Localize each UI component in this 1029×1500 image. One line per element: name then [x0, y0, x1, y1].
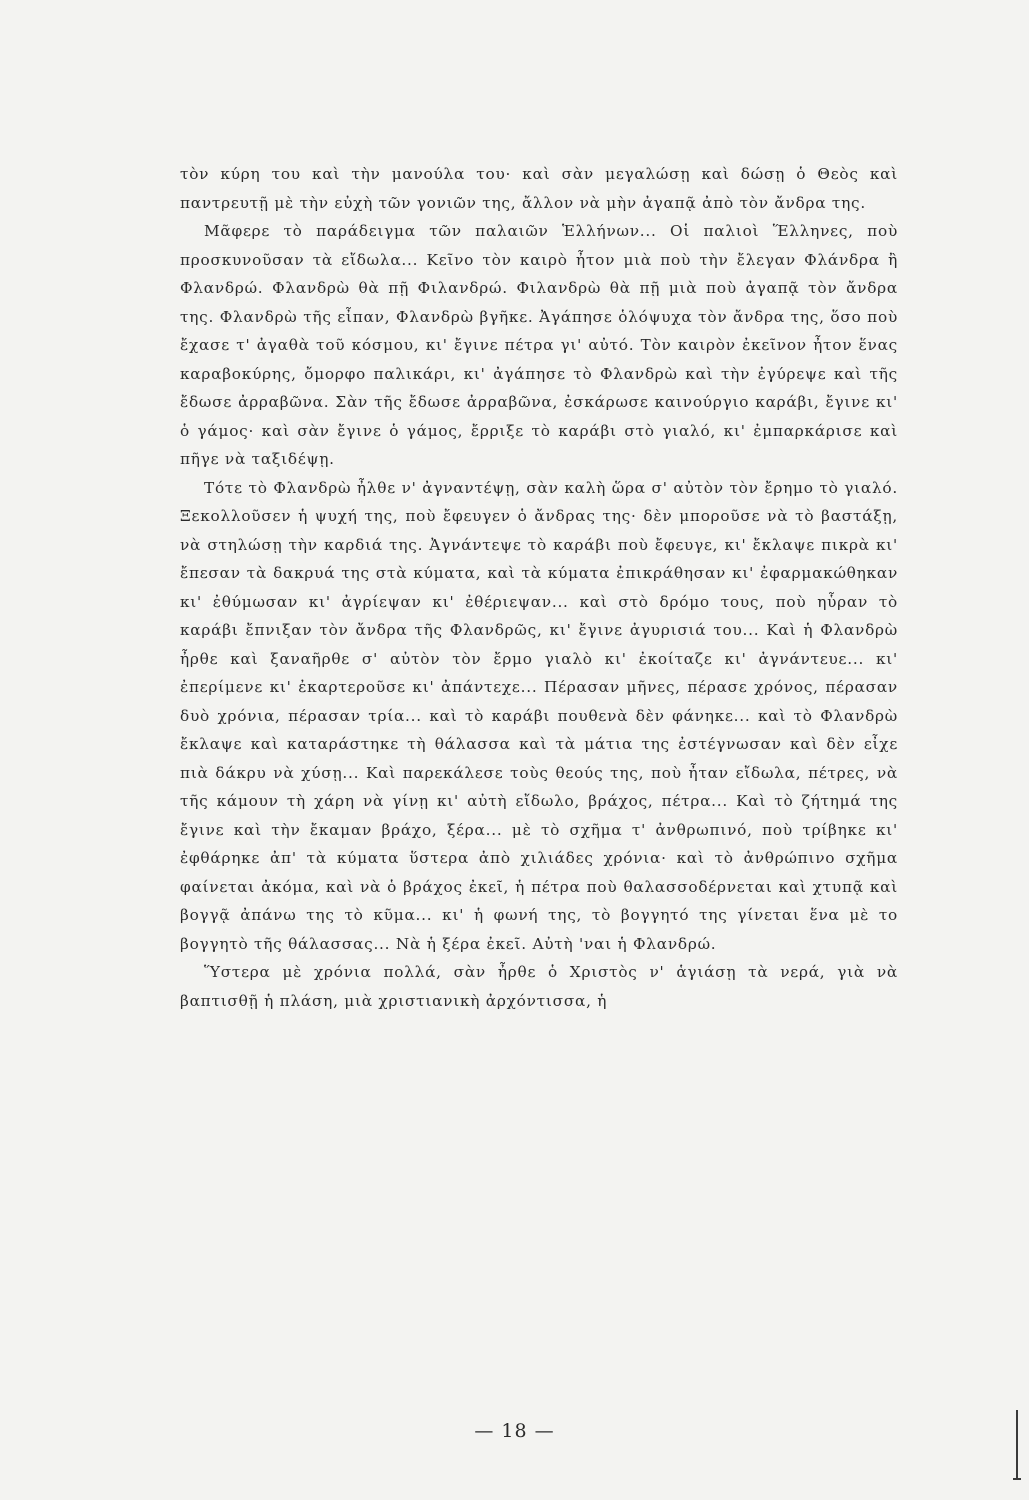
paragraph-4: Ὕστερα μὲ χρόνια πολλά, σὰν ἦρθε ὁ Χριστὸς ν' ἁγιάσῃ τὰ νερά, γιὰ νὰ βαπτισθῇ ἡ πλάση, μιὰ χριστιανικὴ ἀρχόντισσα, ἡ [180, 963, 898, 1010]
paragraph-1: τὸν κύρη του καὶ τὴν μανούλα του· καὶ σὰν μεγαλώσῃ καὶ δώσῃ ὁ Θεὸς καὶ παντρευτῇ μὲ τὴν εὐχὴ τῶν γονιῶν της, ἄλλον νὰ μὴν ἀγαπᾷ ἀπὸ τὸν ἄνδρα της. [180, 165, 898, 212]
page-number: — 18 — [474, 1420, 555, 1442]
paragraph-2: Μᾶφερε τὸ παράδειγμα τῶν παλαιῶν Ἑλλήνων... Οἱ παλιοὶ Ἕλληνες, ποὺ προσκυνοῦσαν τὰ εἴδωλα... Κεῖνο τὸν καιρὸ ἦτον μιὰ ποὺ τὴν ἔλεγαν Φλάνδρα ἢ Φλανδρώ. Φλανδρὼ θὰ πῇ Φιλανδρώ. Φιλανδρὼ θὰ πῇ μιὰ ποὺ ἀγαπᾷ τὸν ἄνδρα της. Φλανδρὼ τῆς εἶπαν, Φλανδρὼ βγῆκε. Ἀγάπησε ὁλόψυχα τὸν ἄνδρα της, ὅσο ποὺ ἔχασε τ' ἀγαθὰ τοῦ κόσμου, κι' ἔγινε πέτρα γι' αὐτό. Τὸν καιρὸν ἐκεῖνον ἦτον ἕνας καραβοκύρης, ὄμορφο παλικάρι, κι' ἀγάπησε τὸ Φλανδρὼ καὶ τὴν ἐγύρεψε καὶ τῆς ἔδωσε ἀρραβῶνα. Σὰν τῆς ἔδωσε ἀρραβῶνα, ἐσκάρωσε καινούργιο καράβι, ἔγινε κι' ὁ γάμος· καὶ σὰν ἔγινε ὁ γάμος, ἔρριξε τὸ καράβι στὸ γιαλό, κι' ἐμπαρκάρισε καὶ πῆγε νὰ ταξιδέψῃ. [180, 222, 898, 468]
scan-edge-mark [1016, 1410, 1018, 1480]
body-text [180, 160, 898, 1015]
paragraph-3: Τότε τὸ Φλανδρὼ ἦλθε ν' ἀγναντέψῃ, σὰν καλὴ ὥρα σ' αὐτὸν τὸν ἔρημο τὸ γιαλό. Ξεκολλοῦσεν ἡ ψυχή της, ποὺ ἔφευγεν ὁ ἄνδρας της· δὲν μποροῦσε νὰ τὸ βαστάξῃ, νὰ στηλώσῃ τὴν καρδιά της. Ἀγνάντεψε τὸ καράβι ποὺ ἔφευγε, κι' ἔκλαψε πικρὰ κι' ἔπεσαν τὰ δακρυά της στὰ κύματα, καὶ τὰ κύματα ἐπικράθησαν κι' ἐφαρμακώθηκαν κι' ἐθύμωσαν κι' ἀγρίεψαν κι' ἐθέριεψαν... καὶ στὸ δρόμο τους, ποὺ ηὗραν τὸ καράβι ἔπνιξαν τὸν ἄνδρα τῆς Φλανδρῶς, κι' ἔγινε ἀγυρισιά του... Καὶ ἡ Φλανδρὼ ἦρθε καὶ ξαναῆρθε σ' αὐτὸν τὸν ἔρμο γιαλὸ κι' ἐκοίταζε κι' ἀγνάντευε... κι' ἐπερίμενε κι' ἐκαρτεροῦσε κι' ἀπάντεχε... Πέρασαν μῆνες, πέρασε χρόνος, πέρασαν δυὸ χρόνια, πέρασαν τρία... καὶ τὸ καράβι πουθενὰ δὲν φάνηκε... καὶ τὸ Φλανδρὼ ἔκλαψε καὶ καταράστηκε τὴ θάλασσα καὶ τὰ μάτια της ἐστέγνωσαν καὶ δὲν εἶχε πιὰ δάκρυ νὰ χύσῃ... Καὶ παρεκάλεσε τοὺς θεούς της, ποὺ ἦταν εἴδωλα, πέτρες, νὰ τῆς κάμουν τὴ χάρη νὰ γίνῃ κι' αὐτὴ εἴδωλο, βράχος, πέτρα... Καὶ τὸ ζήτημά της ἔγινε καὶ τὴν ἔκαμαν βράχο, ξέρα... μὲ τὸ σχῆμα τ' ἀνθρωπινό, ποὺ τρίβηκε κι' ἐφθάρηκε ἀπ' τὰ κύματα ὕστερα ἀπὸ χιλιάδες χρόνια· καὶ τὸ ἀνθρώπινο σχῆμα φαίνεται ἀκόμα, καὶ νὰ ὁ βράχος ἐκεῖ, ἡ πέτρα ποὺ θαλασσοδέρνεται καὶ χτυπᾷ καὶ βογγᾷ ἀπάνω της τὸ κῦμα... κι' ἡ φωνή της, τὸ βογγητό της γίνεται ἕνα μὲ το βογγητὸ τῆς θάλασσας... Νὰ ἡ ξέρα ἐκεῖ. Αὐτὴ 'ναι ἡ Φλανδρώ. [180, 478, 898, 953]
scan-edge-mark-foot [1013, 1478, 1021, 1480]
